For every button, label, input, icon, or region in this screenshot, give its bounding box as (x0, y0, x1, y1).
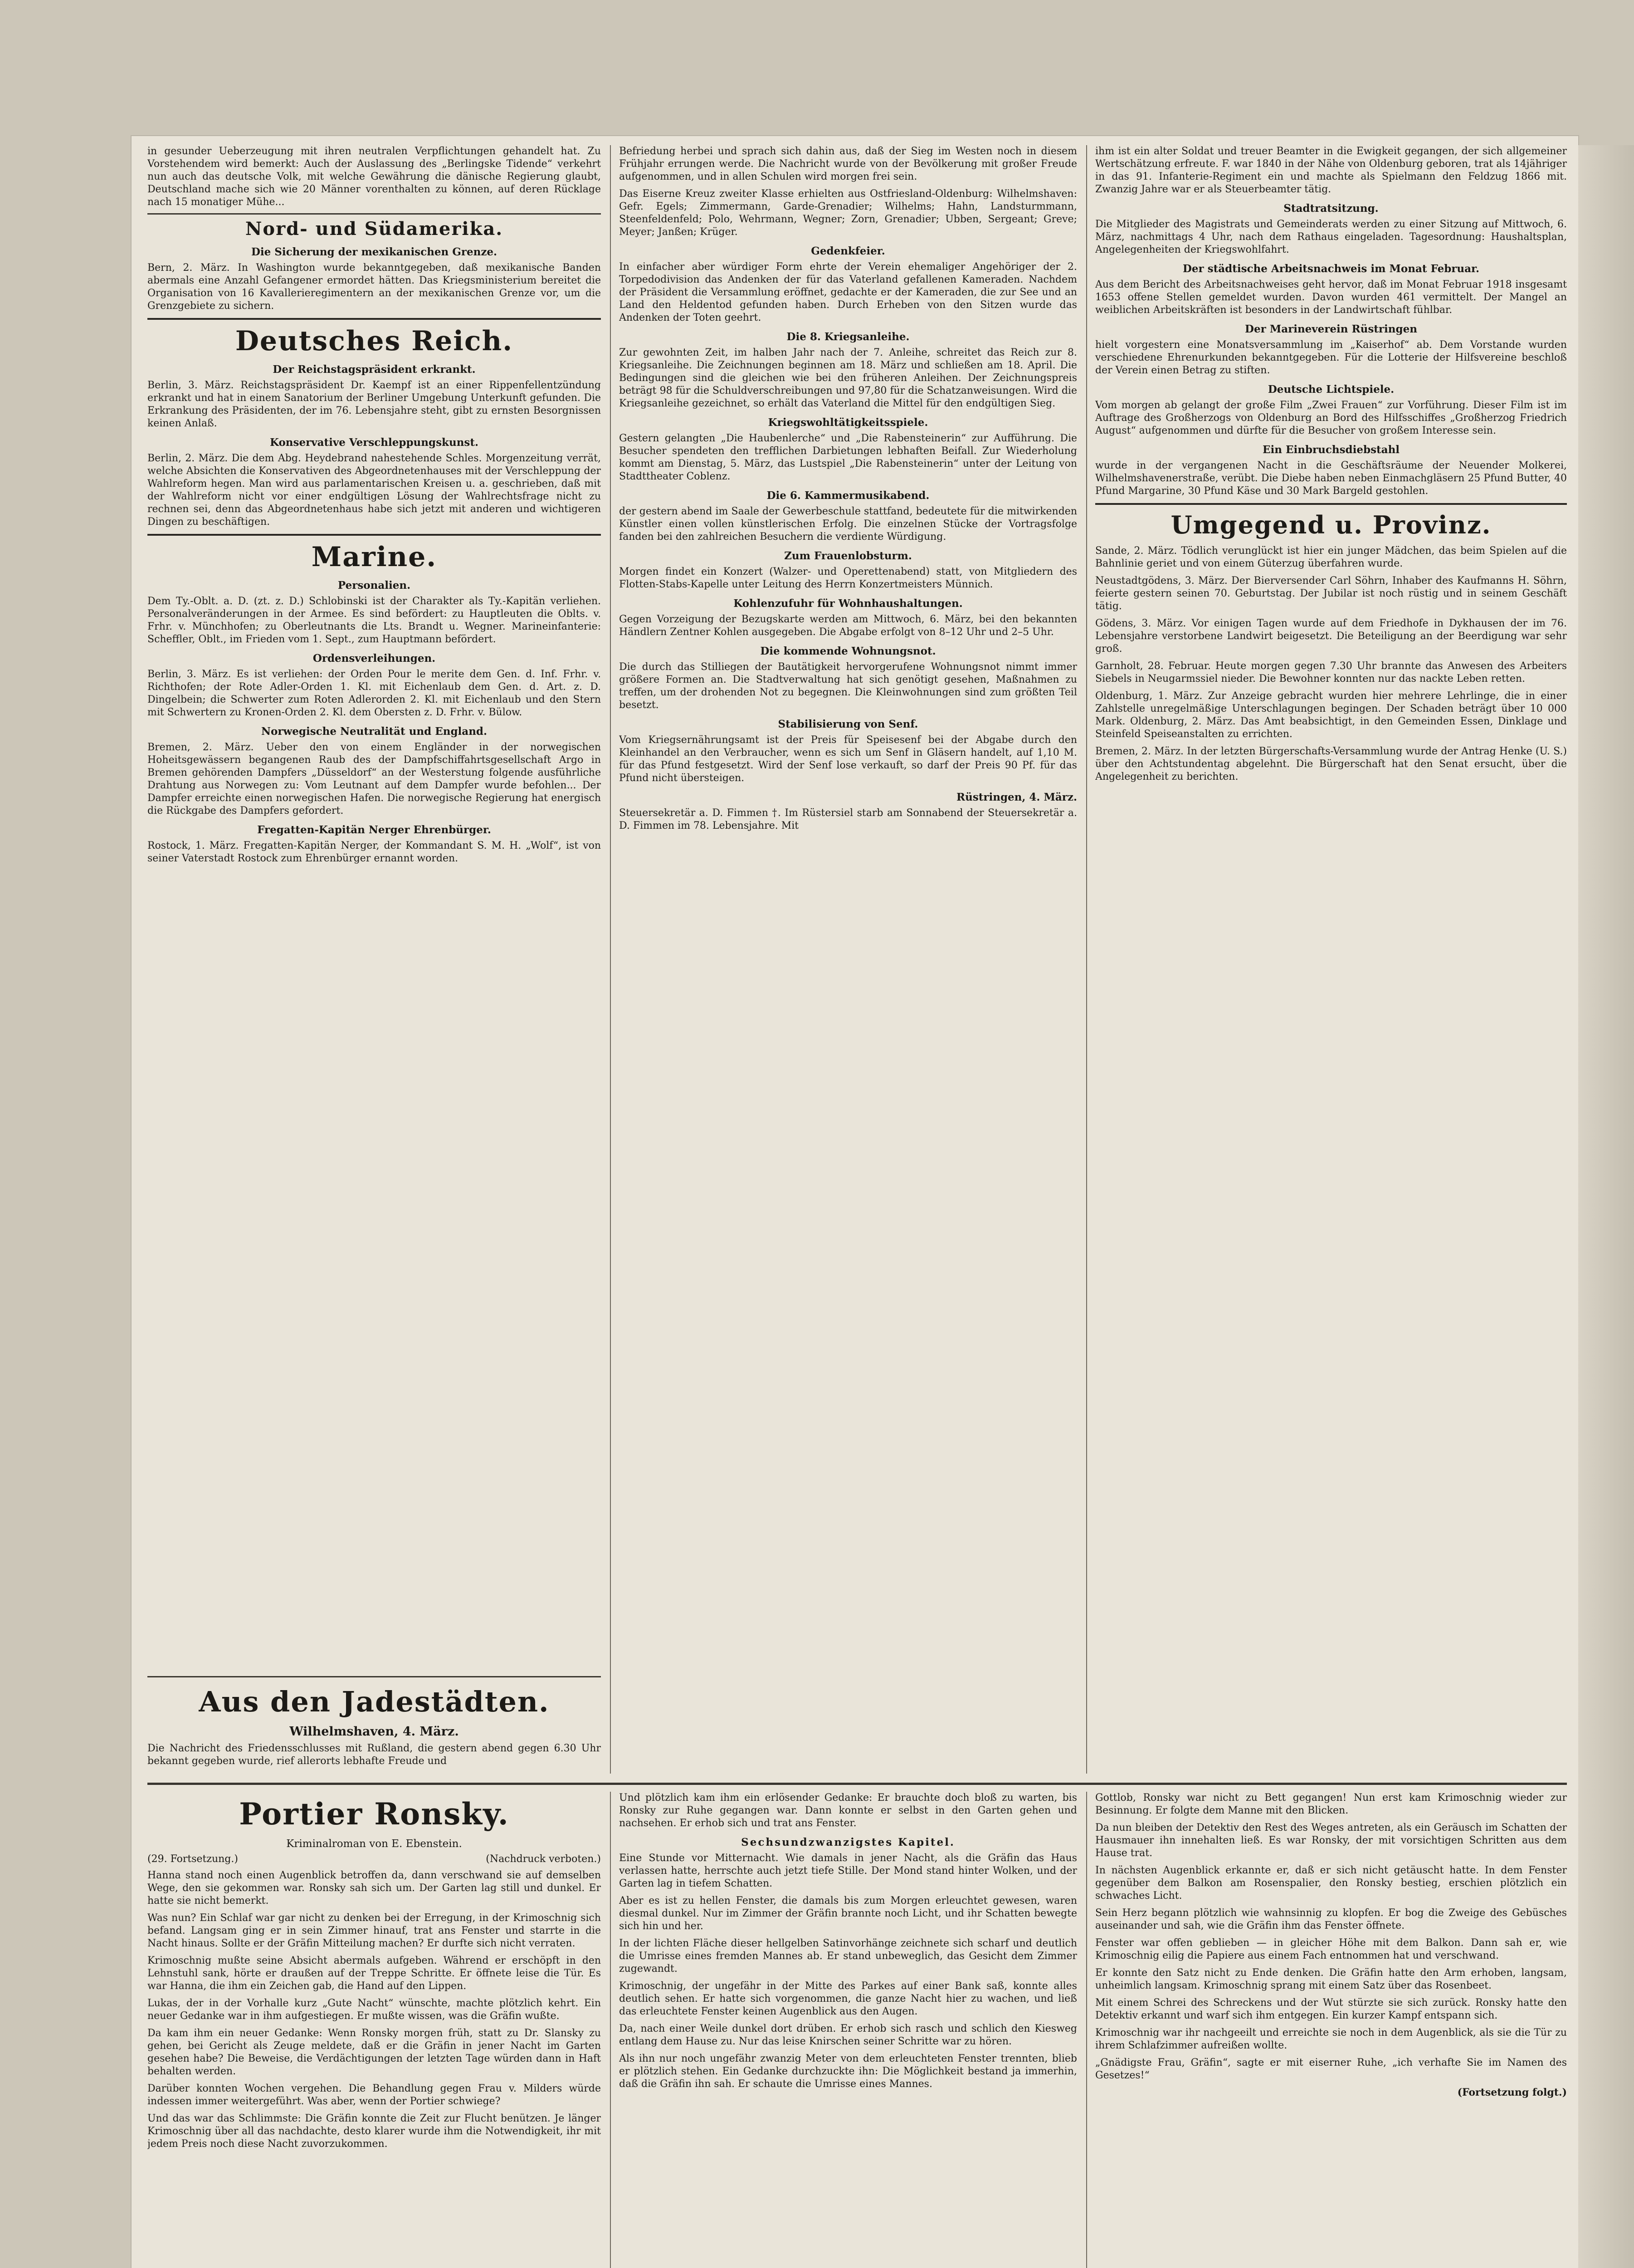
feuilleton-divider (147, 1783, 1567, 1785)
serial-text: Fenster war offen geblieben — in gleicher Höhe mit dem Balkon. Dann sah er, wie Krimoschnig eilig die Papiere aus einem Fach entnommen hat und verschwand. (1095, 1937, 1567, 1961)
article-text: Morgen findet ein Konzert (Walzer- und Operettenabend) statt, von Mitgliedern des Flotten-Stabs-Kapelle unter Leitung des Herrn Konzertmeisters Münnich. (619, 566, 1077, 590)
feuilleton-column-1 (147, 1792, 601, 2268)
article-text: Bremen, 2. März. In der letzten Bürgerschafts-Versammlung wurde der Antrag Henke (U. S.) über den Achtstundentag abgelehnt. Die Bürgerschaft hat den Senat ersucht, über die Angelegenheit zu berichten. (1095, 746, 1567, 782)
article-heading: Die 8. Kriegsanleihe. (786, 331, 910, 343)
article-text: Neustadtgödens, 3. März. Der Bierversender Carl Söhrn, Inhaber des Kaufmanns H. Söhrn, feierte gestern seinen 70. Geburtstag. Der Jubilar ist noch rüstig und in seinem Geschäft tätig. (1095, 575, 1567, 612)
serial-text: Krimoschnig war ihr nachgeeilt und erreichte sie noch in dem Augenblick, als sie die Tür zu ihrem Schlafzimmer aufreißen wollte. (1095, 2027, 1567, 2051)
serial-text: Krimoschnig, der ungefähr in der Mitte des Parkes auf einer Bank saß, konnte alles deutlich sehen. Er hatte sich vorgenommen, die ganze Nacht hier zu wachen, und ließ das erleuchtete Fenster keinen Augenblick aus den Augen. (619, 1980, 1077, 2017)
article-heading: Stabilisierung von Senf. (778, 718, 918, 730)
article-heading: Die Sicherung der mexikanischen Grenze. (251, 246, 498, 258)
article-text: Vom Kriegsernährungsamt ist der Preis für Speisesenf bei der Abgabe durch den Kleinhandel an den Verbraucher, wenn es sich um Senf in Gläsern handelt, auf 1,10 M. für das Pfund festgesetzt. Wird der Senf lose verkauft, so darf der Preis 90 Pf. für das Pfund nicht übersteigen. (619, 734, 1077, 784)
article-text: In einfacher aber würdiger Form ehrte der Verein ehemaliger Angehöriger der 2. Torpedodivision das Andenken der für das Vaterland gefallenen Kameraden. Nachdem der Präsident die Versammlung eröffnet, gedachte er der Kameraden, die zur See und an Land den Heldentod gefunden haben. Durch Erheben von den Sitzen wurde das Andenken der Toten geehrt. (619, 261, 1077, 323)
serial-text: Krimoschnig mußte seine Absicht abermals aufgeben. Während er erschöpft in den Lehnstuhl sank, hörte er draußen auf der Treppe Schritte. Er öffnete leise die Tür. Es war Hanna, die ihm ein Zeichen gab, die Hand auf den Lippen. (147, 1955, 601, 1992)
page-edge (1578, 145, 1634, 2268)
intro-text: in gesunder Ueberzeugung mit ihren neutralen Verpflichtungen gehandelt hat. Zu Vorstehendem wird bemerkt: Auch der Auslassung des „Berlingske Tidende“ verkehrt nun auch das deutsche Volk, mit welche Gewährung die dänische Regierung glaubt, Deutschland mache sich wie 20 Männer vorenthalten zu können, auf deren Rücklage nach 15 monatiger Mühe... (147, 146, 601, 208)
intro-text: ihm ist ein alter Soldat und treuer Beamter in die Ewigkeit gegangen, der sich allgemeiner Wertschätzung erfreute. F. war 1840 in der Nähe von Oldenburg geboren, trat als 14jähriger in das 91. Infanterie-Regiment ein und machte als Spielmann den Feldzug 1866 mit. Zwanzig Jahre war er als Steuerbeamter tätig. (1095, 146, 1567, 195)
article-text: der gestern abend im Saale der Gewerbeschule stattfand, bedeutete für die mitwirkenden Künstler einen vollen künstlerischen Erfolg. Die einzelnen Stücke der Vortragsfolge fanden bei den zahlreichen Besuchern die verdiente Würdigung. (619, 506, 1077, 543)
divider (1095, 503, 1567, 505)
article-text: Das Eiserne Kreuz zweiter Klasse erhielten aus Ostfriesland-Oldenburg: Wilhelmshaven: Gefr. Egels; Zimmermann, Garde-Grenadier; Wilhelms; Hahn, Landsturmmann, Steenfeldenfeld; Polo, Wehrmann, Wegner; Zorn, Grenadier; Ubben, Sergeant; Greve; Meyer; Janßen; Krüger. (619, 188, 1077, 238)
installment-note: (29. Fortsetzung.) (147, 1853, 238, 1865)
serial-text: Aber es ist zu hellen Fenster, die damals bis zum Morgen erleuchtet gewesen, waren diesmal dunkel. Nur im Zimmer der Gräfin brannte noch Licht, und ihr Schatten bewegte sich hin und her. (619, 1895, 1077, 1932)
serial-text: Gottlob, Ronsky war nicht zu Bett gegangen! Nun erst kam Krimoschnig wieder zur Besinnung. Er folgte dem Manne mit den Blicken. (1095, 1792, 1567, 1816)
divider (147, 1676, 601, 1677)
article-text: Sande, 2. März. Tödlich verunglückt ist hier ein junger Mädchen, das beim Spielen auf die Bahnlinie geriet und von einem Güterzug überfahren wurde. (1095, 545, 1567, 569)
serial-text: Was nun? Ein Schlaf war gar nicht zu denken bei der Erregung, in der Krimoschnig sich befand. Langsam ging er in sein Zimmer hinauf, trat ans Fenster und starrte in die Nacht hinaus. Sollte er der Gräfin Mitteilung machen? Er durfte sich nicht verraten. (147, 1912, 601, 1949)
article-heading: Ordensverleihungen. (312, 652, 436, 665)
article-heading: Stadtratsitzung. (1283, 202, 1379, 215)
section-title: Nord- und Südamerika. (245, 218, 503, 240)
serial-text: Eine Stunde vor Mitternacht. Wie damals in jener Nacht, als die Gräfin das Haus verlassen hatte, herrschte auch jetzt tiefe Stille. Der Mond stand hinter Wolken, und der Garten lag in tiefem Schatten. (619, 1853, 1077, 1889)
article-text: Gestern gelangten „Die Haubenlerche“ und „Die Rabensteinerin“ zur Aufführung. Die Besucher spendeten den trefflichen Darbietungen lebhaften Beifall. Zur Wiederholung kommt am Dienstag, 5. März, das Lustspiel „Die Rabensteinerin“ unter der Leitung von Stadttheater Coblenz. (619, 433, 1077, 482)
article-text: Zur gewohnten Zeit, im halben Jahr nach der 7. Anleihe, schreitet das Reich zur 8. Kriegsanleihe. Die Zeichnungen beginnen am 18. März und schließen am 18. April. Die Bedingungen sind die gleichen wie bei den früheren Anleihen. Der Zeichnungspreis beträgt 98 für die Schuldverschreibungen und 97,80 für die Schatzanweisungen. Wird die Kriegsanleihe gezeichnet, so erhält das Vaterland die Mittel für den endgültigen Sieg. (619, 347, 1077, 409)
article-text: Bern, 2. März. In Washington wurde bekanntgegeben, daß mexikanische Banden abermals eine Anzahl Gefangener ermordet hätten. Das Kriegsministerium bereitet die Organisation von 16 Kavallerieregimentern an der mexikanischen Grenze vor, um die Grenzgebiete zu sichern. (147, 262, 601, 312)
article-heading: Norwegische Neutralität und England. (261, 725, 488, 738)
article-heading: Personalien. (337, 579, 411, 591)
article-heading: Die 6. Kammermusikabend. (766, 489, 930, 502)
article-text: Gödens, 3. März. Vor einigen Tagen wurde auf dem Friedhofe in Dykhausen der im 76. Lebensjahre verstorbene Landwirt beigesetzt. Die Beteiligung an der Beerdigung war sehr groß. (1095, 618, 1567, 655)
article-text: hielt vorgestern eine Monatsversammlung im „Kaiserhof“ ab. Dem Vorstande wurden verschiedene Ehrenurkunden bekanntgegeben. Für die Lotterie der Hilfsvereine beschloß der Verein einen Betrag zu stiften. (1095, 339, 1567, 376)
article-text: Vom morgen ab gelangt der große Film „Zwei Frauen“ zur Vorführung. Dieser Film ist im Auftrage des Großherzogs von Oldenburg an Bord des Hilfsschiffes „Großherzog Friedrich August“ aufgenommen und dürfte für die Besucher von großem Interesse sein. (1095, 400, 1567, 436)
local-news-header (147, 1681, 601, 1774)
section-title: Aus den Jadestädten. (199, 1685, 550, 1718)
article-text: Dem Ty.-Oblt. a. D. (zt. z. D.) Schlobinski ist der Charakter als Ty.-Kapitän verliehen. Personalveränderungen in der Armee. Es sind befördert: zu Hauptleuten die Oblts. v. Frhr. v. Münchhofen; zu Oberleutnants die Lts. Brandt u. Wegner. Marineinfanterie: Scheffler, Oblt., im Frieden vom 1. Sept., zum Hauptmann befördert. (147, 596, 601, 645)
serial-text: Da kam ihm ein neuer Gedanke: Wenn Ronsky morgen früh, statt zu Dr. Slansky zu gehen, bei Gericht als Zeuge meldete, daß er die Gräfin in jener Nacht im Garten gesehen habe? Die Beweise, die Verdächtigungen der letzten Tage würden dann in Haft behalten werden. (147, 2028, 601, 2077)
article-text: Berlin, 2. März. Die dem Abg. Heydebrand nahestehende Schles. Morgenzeitung verrät, welche Absichten die Konservativen des Abgeordnetenhauses mit der Verschleppung der Wahlreform hegen. Man wird aus parlamentarischen Kreisen u. a. geschrieben, daß mit der Wahlreform nicht vor einer endgültigen Lösung der Wahlrechtsfrage nicht zu rechnen sei, denn das Abgeordnetenhaus habe sich jetzt mit anderen und wichtigeren Dingen zu beschäftigen. (147, 453, 601, 528)
section-title: Umgegend u. Provinz. (1171, 510, 1492, 539)
continued-note: (Fortsetzung folgt.) (1457, 2087, 1567, 2098)
serial-text: Er konnte den Satz nicht zu Ende denken. Die Gräfin hatte den Arm erhoben, langsam, unheimlich langsam. Krimoschnig sprang mit einem Satz über das Rosenbeet. (1095, 1967, 1567, 1991)
serial-text: Da, nach einer Weile dunkel dort drüben. Er erhob sich rasch und schlich den Kiesweg entlang dem Hause zu. Nur das leise Knirschen seiner Schritte war zu hören. (619, 2023, 1077, 2047)
serial-text: Sein Herz begann plötzlich wie wahnsinnig zu klopfen. Er bog die Zweige des Gebüsches auseinander und sah, wie die Gräfin ihm das Fenster öffnete. (1095, 1907, 1567, 1931)
reprint-note: (Nachdruck verboten.) (486, 1853, 601, 1865)
article-text: Oldenburg, 1. März. Zur Anzeige gebracht wurden hier mehrere Lehrlinge, die in einer Zahlstelle unregelmäßige Unterschlagungen begingen. Der Schaden beträgt über 10 000 Mark. Oldenburg, 2. März. Das Amt beabsichtigt, in den Gemeinden Essen, Dinklage und Steinfeld Speiseanstalten zu errichten. (1095, 690, 1567, 740)
serial-text: Und das war das Schlimmste: Die Gräfin konnte die Zeit zur Flucht benützen. Je länger Krimoschnig über all das nachdachte, desto klarer wurde ihm die Notwendigkeit, ihr mit jedem Preis noch diese Nacht zuvorzukommen. (147, 2113, 601, 2150)
article-text: Garnholt, 28. Februar. Heute morgen gegen 7.30 Uhr brannte das Anwesen des Arbeiters Siebels in Neugarmssiel nieder. Die Bewohner konnten nur das nackte Leben retten. (1095, 660, 1567, 684)
serial-text: Darüber konnten Wochen vergehen. Die Behandlung gegen Frau v. Milders würde indessen immer weitergeführt. Was aber, wenn der Portier schwiege? (147, 2083, 601, 2107)
column-rule (610, 145, 611, 1774)
article-heading: Ein Einbruchsdiebstahl (1262, 444, 1400, 456)
section-title: Marine. (311, 541, 437, 573)
serial-text: In der lichten Fläche dieser hellgelben Satinvorhänge zeichnete sich scharf und deutlich die Umrisse eines fremden Mannes ab. Er stand unbeweglich, das Gesicht dem Zimmer zugewandt. (619, 1938, 1077, 1975)
feuilleton-column-2 (619, 1792, 1077, 2268)
article-text: Die Nachricht des Friedensschlusses mit Rußland, die gestern abend gegen 6.30 Uhr bekannt gegeben wurde, rief allerorts lebhafte Freude und (147, 1743, 601, 1767)
column-rule (1086, 1792, 1087, 2268)
dateline: Wilhelmshaven, 4. März. (289, 1725, 459, 1739)
serial-author: Kriminalroman von E. Ebenstein. (286, 1838, 462, 1850)
article-text: Die Mitglieder des Magistrats und Gemeinderats werden zu einer Sitzung auf Mittwoch, 6. März, nachmittags 4 Uhr, nach dem Rathaus eingeladen. Tagesordnung: Haushaltsplan, Angelegenheiten der Kriegswohlfahrt. (1095, 219, 1567, 255)
article-heading: Zum Frauenlobsturm. (784, 550, 912, 562)
dateline: Rüstringen, 4. März. (956, 791, 1077, 803)
article-heading: Die kommende Wohnungsnot. (760, 645, 936, 657)
chapter-heading: Sechsundzwanzigstes Kapitel. (741, 1836, 955, 1848)
divider (147, 213, 601, 215)
column-3 (1095, 145, 1567, 1774)
article-text: Rostock, 1. März. Fregatten-Kapitän Nerger, der Kommandant S. M. H. „Wolf“, ist von seiner Vaterstadt Rostock zum Ehrenbürger ernannt worden. (147, 840, 601, 864)
article-heading: Kohlenzufuhr für Wohnhaushaltungen. (733, 597, 963, 610)
article-heading: Deutsche Lichtspiele. (1268, 383, 1395, 396)
serial-text: Und plötzlich kam ihm ein erlösender Gedanke: Er brauchte doch bloß zu warten, bis Ronsky zur Ruhe gegangen war. Dann konnte er selbst in den Garten gehen und nachsehen. Er erhob sich und trat ans Fenster. (619, 1792, 1077, 1829)
article-heading: Der Reichstagspräsident erkrankt. (273, 363, 476, 376)
article-text: Berlin, 3. März. Reichstagspräsident Dr. Kaempf ist an einer Rippenfellentzündung erkrankt und hat in einem Sanatorium der Berliner Umgebung Unterkunft gefunden. Die Erkrankung des Präsidenten, der im 76. Lebensjahre steht, gibt zu ernsten Besorgnissen keinen Anlaß. (147, 380, 601, 429)
serial-text: In nächsten Augenblick erkannte er, daß er sich nicht getäuscht hatte. In dem Fenster gegenüber dem Balkon am Rosenspalier, den Ronsky bestieg, erschien plötzlich ein schwaches Licht. (1095, 1865, 1567, 1901)
divider (147, 318, 601, 320)
article-heading: Kriegswohltätigkeitsspiele. (768, 416, 928, 429)
serial-text: Als ihn nur noch ungefähr zwanzig Meter von dem erleuchteten Fenster trennten, blieb er plötzlich stehen. Ein Gedanke durchzuckte ihn: Die Möglichkeit bestand ja immerhin, daß die Gräfin ihn sah. Er schaute die Umrisse eines Mannes. (619, 2053, 1077, 2090)
serial-meta (147, 1853, 601, 1865)
serial-text: Mit einem Schrei des Schreckens und der Wut stürzte sie sich zurück. Ronsky hatte den Detektiv erkannt und warf sich ihm entgegen. Ein kurzer Kampf entspann sich. (1095, 1997, 1567, 2021)
article-heading: Konservative Verschleppungskunst. (269, 436, 478, 449)
serial-text: Da nun bleiben der Detektiv den Rest des Weges antreten, als ein Geräusch im Schatten der Hausmauer ihn innehalten ließ. Es war Ronsky, der mit vorsichtigen Schritten aus dem Hause trat. (1095, 1822, 1567, 1859)
serial-title: Portier Ronsky. (239, 1796, 509, 1832)
serial-text: Hanna stand noch einen Augenblick betroffen da, dann verschwand sie auf demselben Wege, den sie gekommen war. Ronsky sah sich um. Der Garten lag still und dunkel. Er hatte sie nicht bemerkt. (147, 1870, 601, 1906)
article-text: Aus dem Bericht des Arbeitsnachweises geht hervor, daß im Monat Februar 1918 insgesamt 1653 offene Stellen gemeldet wurden. Davon wurden 461 vermittelt. Der Mangel an weiblichen Arbeitskräften ist besonders in der Landwirtschaft fühlbar. (1095, 279, 1567, 316)
column-1 (147, 145, 601, 1674)
article-text: Bremen, 2. März. Ueber den von einem Engländer in der norwegischen Hoheitsgewässern begangenen Raub des der Dampfschiffahrtsgesellschaft Argo in Bremen gehörenden Dampfers „Düsseldorf“ an der Westerstung folgende ausführliche Drahtung aus Norwegen zu: Vom Leutnant auf dem Dampfer wurde befohlen... Der Dampfer erreichte einen norwegischen Hafen. Die norwegische Regierung hat energisch die Rückgabe des Dampfers gefordert. (147, 742, 601, 816)
column-rule (610, 1792, 611, 2268)
article-text: Berlin, 3. März. Es ist verliehen: der Orden Pour le merite dem Gen. d. Inf. Frhr. v. Richthofen; der Rote Adler-Orden 1. Kl. mit Eichenlaub dem Gen. d. Art. z. D. Dingelbein; die Schwerter zum Roten Adlerorden 2. Kl. mit Eichenlaub und den Stern mit Schwertern zu Kronen-Orden 2. Kl. dem Obersten z. D. Frhr. v. Bülow. (147, 669, 601, 718)
section-title: Deutsches Reich. (235, 325, 513, 357)
article-text: Gegen Vorzeigung der Bezugskarte werden am Mittwoch, 6. März, bei den bekannten Händlern Zentner Kohlen ausgegeben. Die Abgabe erfolgt von 8–12 Uhr und 2–5 Uhr. (619, 614, 1077, 638)
column-2 (619, 145, 1077, 1774)
column-rule (1086, 145, 1087, 1774)
article-text: wurde in der vergangenen Nacht in die Geschäftsräume der Neuender Molkerei, Wilhelmshavenerstraße, verübt. Die Diebe haben neben Einmachgläsern 25 Pfund Butter, 40 Pfund Margarine, 30 Pfund Käse und 30 Mark Bargeld gestohlen. (1095, 460, 1567, 497)
serial-text: Lukas, der in der Vorhalle kurz „Gute Nacht“ wünschte, machte plötzlich kehrt. Ein neuer Gedanke war in ihm aufgestiegen. Er mußte wissen, was die Gräfin wußte. (147, 1998, 601, 2022)
article-heading: Gedenkfeier. (811, 245, 885, 257)
article-heading: Der Marineverein Rüstringen (1245, 323, 1417, 335)
article-heading: Der städtische Arbeitsnachweis im Monat Februar. (1182, 263, 1480, 275)
divider (147, 534, 601, 536)
article-text: Steuersekretär a. D. Fimmen †. Im Rüstersiel starb am Sonnabend der Steuersekretär a. D. Fimmen im 78. Lebensjahre. Mit (619, 807, 1077, 831)
serial-text: „Gnädigste Frau, Gräfin“, sagte er mit eiserner Ruhe, „ich verhafte Sie im Namen des Gesetzes!“ (1095, 2057, 1567, 2081)
feuilleton-column-3 (1095, 1792, 1567, 2268)
intro-text: Befriedung herbei und sprach sich dahin aus, daß der Sieg im Westen noch in diesem Frühjahr errungen werde. Die Nachricht wurde von der Bevölkerung mit großer Freude aufgenommen, und in allen Schulen wird morgen frei sein. (619, 146, 1077, 182)
newspaper-page (132, 136, 1578, 2268)
article-text: Die durch das Stilliegen der Bautätigkeit hervorgerufene Wohnungsnot nimmt immer größere Formen an. Die Stadtverwaltung hat sich genötigt gesehen, Maßnahmen zu treffen, um der drohenden Not zu begegnen. Die Kleinwohnungen sind zum größten Teil besetzt. (619, 661, 1077, 711)
article-heading: Fregatten-Kapitän Nerger Ehrenbürger. (257, 824, 491, 836)
